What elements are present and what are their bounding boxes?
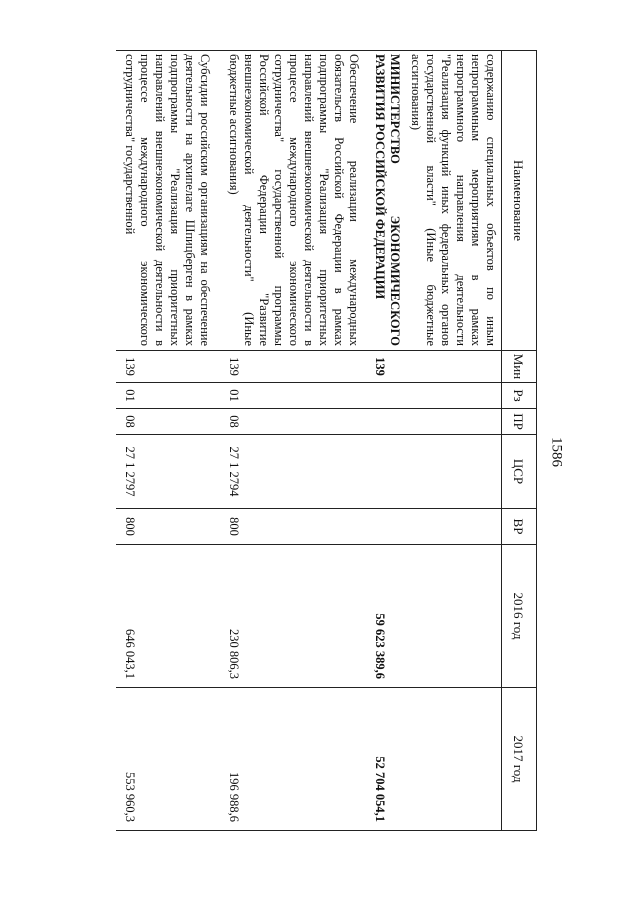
row-vr <box>369 509 405 545</box>
row-name: Субсидии российским организациям на обеспечение деятельности на архипелаге Шпицберген в рамках подпрограммы "Реализация приоритетных направлений внешнеэкономической деятельности в процессе международного экономического сотрудничества" государственной <box>116 51 220 351</box>
header-csr: ЦСР <box>502 435 537 509</box>
row-csr: 27 1 2794 <box>220 435 369 509</box>
header-pr: ПР <box>502 409 537 435</box>
rotated-page-content <box>67 50 537 830</box>
row-name: Обеспечение реализации международных обязательств Российской Федерации в рамках подпрограммы "Реализация приоритетных направлений внешнеэкономической деятельности в процессе международного экономического сотрудничества" государственной программы Российской Федерации "Развитие внешнеэкономической деятельности" (Иные бюджетные ассигнования) <box>220 51 369 351</box>
row-rz: 01 <box>220 383 369 409</box>
row-min: 139 <box>369 351 405 383</box>
header-name: Наименование <box>502 51 537 351</box>
row-2016: 59 623 389,6 <box>369 545 405 688</box>
row-pr: 08 <box>116 409 220 435</box>
row-vr: 800 <box>220 509 369 545</box>
row-rz <box>369 383 405 409</box>
row-rz <box>405 383 502 409</box>
table-row <box>405 51 502 831</box>
row-2017: 196 988,6 <box>220 688 369 831</box>
row-2017: 553 960,3 <box>116 688 220 831</box>
row-name: МИНИСТЕРСТВО ЭКОНОМИЧЕСКОГО РАЗВИТИЯ РОССИЙСКОЙ ФЕДЕРАЦИИ <box>369 51 405 351</box>
row-2016: 646 043,1 <box>116 545 220 688</box>
header-2017: 2017 год <box>502 688 537 831</box>
row-rz: 01 <box>116 383 220 409</box>
row-name: содержанию специальных объектов по иным непрограммным мероприятиям в рамках непрограммного направления деятельности "Реализация функций иных федеральных органов государственной власти" (Иные бюджетные ассигнования) <box>405 51 502 351</box>
page-number: 1586 <box>548 437 565 467</box>
row-2016: 230 806,3 <box>220 545 369 688</box>
header-2016: 2016 год <box>502 545 537 688</box>
row-vr <box>405 509 502 545</box>
header-vr: ВР <box>502 509 537 545</box>
budget-table <box>116 50 537 831</box>
row-csr <box>405 435 502 509</box>
row-min: 139 <box>220 351 369 383</box>
table-row <box>220 51 369 831</box>
row-csr <box>369 435 405 509</box>
row-2017: 52 704 054,1 <box>369 688 405 831</box>
header-rz: Рз <box>502 383 537 409</box>
table-header-row <box>502 51 537 831</box>
row-min <box>405 351 502 383</box>
table-row-ministry <box>369 51 405 831</box>
row-2016 <box>405 545 502 688</box>
row-2017 <box>405 688 502 831</box>
row-min: 139 <box>116 351 220 383</box>
row-pr <box>405 409 502 435</box>
table-row <box>116 51 220 831</box>
row-pr <box>369 409 405 435</box>
header-min: Мин <box>502 351 537 383</box>
row-pr: 08 <box>220 409 369 435</box>
row-vr: 800 <box>116 509 220 545</box>
row-csr: 27 1 2797 <box>116 435 220 509</box>
